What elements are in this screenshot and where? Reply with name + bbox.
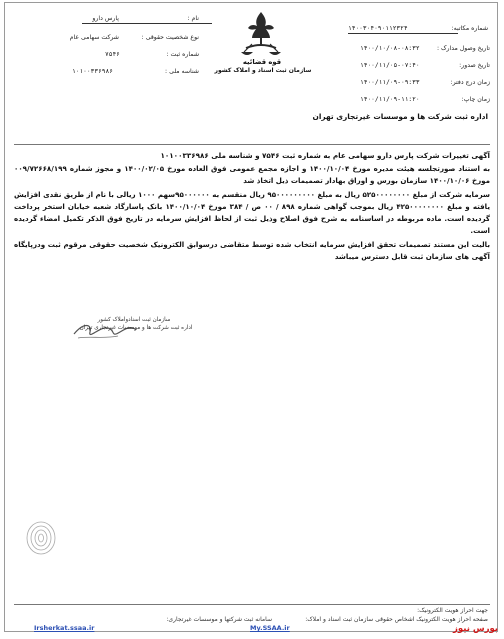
org-line1: قوه قضائیه xyxy=(242,58,282,66)
my-ssaa-link[interactable]: My.SSAA.ir xyxy=(250,624,290,632)
footer-row1-mid: سامانه ثبت شرکتها و موسسات غیرتجاری: xyxy=(166,616,272,623)
signature-line1: سازمان ثبت اسنادواملاک کشور xyxy=(97,317,171,323)
correspondence-value: ۱۴۰۰۳۰۴۰۹۰۱۱۲۳۲۴ xyxy=(348,25,408,32)
emblem-icon xyxy=(236,8,286,60)
notice-body xyxy=(14,163,490,265)
issue-value: ۱۴۰۰/۱۱/۰۵-۰۷:۴۰ xyxy=(360,62,420,69)
irsherkat-link[interactable]: Irsherkat.ssaa.ir xyxy=(34,624,95,632)
fingerprint-icon xyxy=(24,520,58,556)
issue-label: تاریخ صدور: xyxy=(459,62,490,69)
paragraph-3: بالیت این مستند تصمیمات تحقق افزایش سرمایه انتخاب شده توسط متقاضی درسوابق الکترونیک شخصیت حقوقی مرقوم ثبت ودرپایگاه آگهی های سازمان ثبت قابل دسترس میباشد xyxy=(14,240,490,261)
register-time-value: ۱۴۰۰/۱۱/۰۹-۰۹:۳۳ xyxy=(360,79,420,86)
entity-type-value: شرکت سهامی عام xyxy=(69,34,119,41)
national-id-value: ۱۰۱۰۰۳۳۶۹۸۶ xyxy=(72,68,113,75)
office-title: اداره ثبت شرکت ها و موسسات غیرتجاری تهران xyxy=(312,112,488,121)
receipt-label: تاریخ وصول مدارک : xyxy=(436,45,490,52)
entity-type-label: نوع شخصیت حقوقی : xyxy=(141,34,199,41)
paragraph-2: سرمایه شرکت از مبلغ ۵۲۵۰۰۰۰۰۰۰۰ ریال به مبلغ ۹۵۰۰۰۰۰۰۰۰۰ ریال منقسم به ۹۵۰۰۰۰۰۰سهم ۱۰۰۰ ریالی با نام از طریق نقدی افزایش یافته و مبلغ ۴۲۵۰۰۰۰۰۰۰۰ ریال بموجب گواهی شماره ۸۹۸ / ۰۰ ص / ۳۸۴ مورخ ۱۴۰۰/۱۰/۰۴ بانک پاسارگاد شعبه خیابان استخر پرداخت گردیده است. ماده مربوطه در اساسنامه به شرح فوق اصلاح وذیل ثبت از لحاظ افزایش سرمایه در تاریخ فوق الذکر تکمیل امضاء گردیده است. xyxy=(14,190,490,235)
correspondence-label: شماره مکاتبه: xyxy=(451,25,488,32)
reg-no-value: ۷۵۴۶ xyxy=(105,51,120,58)
register-time-label: زمان درج دفتر: xyxy=(450,79,490,86)
footer-row0: جهت احراز هویت الکترونیک: xyxy=(417,607,488,614)
signature-line2: اداره ثبت شرکت ها و موسسات غیرتجاری تهران xyxy=(79,325,193,331)
org-line2: سازمان ثبت اسناد و املاک کشور xyxy=(214,67,312,74)
print-time-label: زمان چاپ: xyxy=(461,96,490,103)
receipt-value: ۱۴۰۰/۱۰/۰۸-۰۸:۳۲ xyxy=(360,45,420,52)
name-value: پارس دارو xyxy=(92,15,119,22)
name-label: نام : xyxy=(187,15,199,22)
print-time-value: ۱۴۰۰/۱۱/۰۹-۱۱:۲۰ xyxy=(360,96,420,103)
reg-no-label: شماره ثبت : xyxy=(166,51,199,58)
notice-heading: آگهی تغییرات شرکت پارس دارو سهامی عام به شماره ثبت ۷۵۴۶ و شناسه ملی ۱۰۱۰۰۳۳۶۹۸۶ xyxy=(160,151,490,160)
paragraph-1: به استناد صورتجلسه هیئت مدیره مورخ ۱۴۰۰/۱۰/۰۴ و اجازه مجمع عمومی فوق العاده مورخ ۱۴۰۰/۰۲/۰۵ و مجوز شماره ۰۰۹/۷۲۶۶۸/۱۹۹ مورخ ۱۴۰۰/۱۰/۰۶ سازمان بورس و اوراق بهادار تصمیمات ذیل اتخاذ شد xyxy=(14,164,490,185)
watermark: بورس نیوز xyxy=(453,624,498,634)
national-id-label: شناسه ملی : xyxy=(165,68,199,75)
footer-row1-right: صفحه احراز هویت الکترونیک اشخاص حقوقی سازمان ثبت اسناد و املاک: xyxy=(305,616,488,623)
